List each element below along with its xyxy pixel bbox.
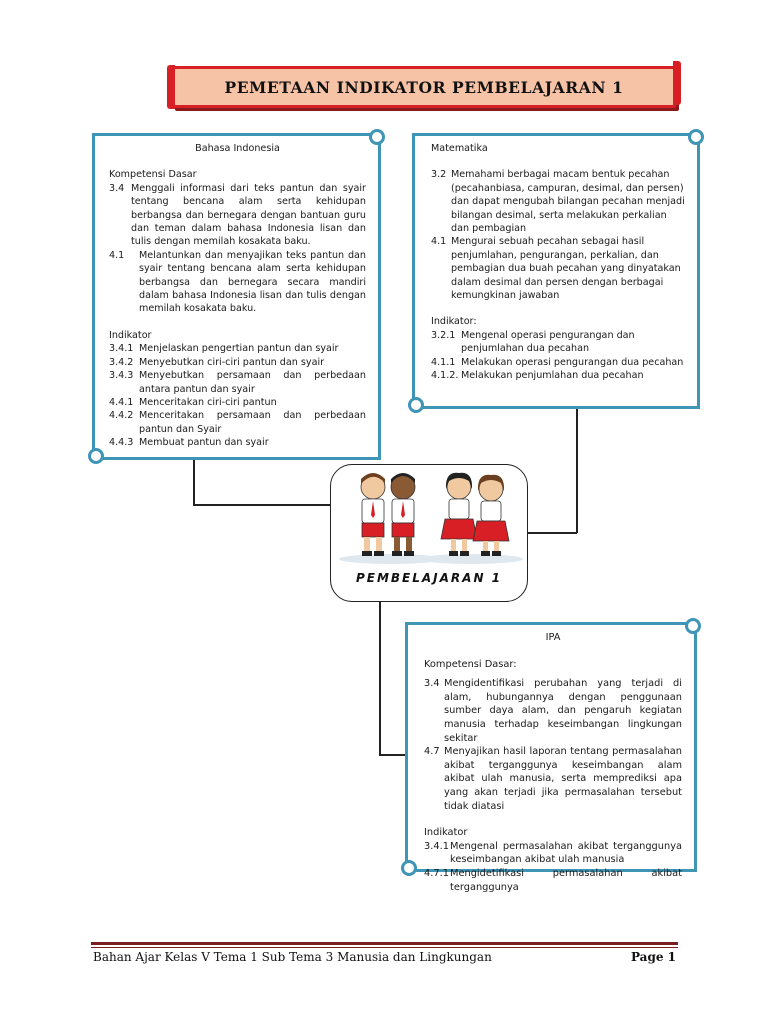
matematika-box	[412, 133, 700, 409]
indikator-text: Menyebutkan persamaan dan perbedaan antara pantun dan syair	[139, 370, 366, 395]
indikator-item	[109, 369, 366, 396]
kd-text: Mengurai sebuah pecahan sebagai hasil penjumlahan, pengurangan, perkalian, dan pembagian dua buah pecahan yang dinyatakan dalam desimal dan persen dengan berbagai kemungkinan jawaban	[451, 236, 681, 302]
box-title: Bahasa Indonesia	[195, 143, 280, 154]
indikator-item	[109, 356, 366, 369]
indikator-number: 4.1.1	[431, 356, 456, 368]
indikator-item	[109, 436, 366, 449]
title-banner	[172, 66, 676, 108]
indikator-number: 3.4.1	[109, 343, 134, 355]
page-title: PEMETAAN INDIKATOR PEMBELAJARAN 1	[224, 77, 624, 97]
center-label: PEMBELAJARAN 1	[355, 571, 503, 585]
indikator-number: 3.4.3	[109, 370, 134, 382]
indikator-item	[109, 342, 366, 355]
indikator-text: Menjelaskan pengertian pantun dan syair	[139, 343, 339, 355]
indikator-number: 3.4.1	[424, 840, 449, 852]
kd-number: 4.1	[109, 249, 125, 261]
footer-rule	[91, 947, 678, 948]
ipa-box	[405, 622, 697, 893]
students-illustration	[331, 465, 527, 569]
kd-number: 4.1	[431, 236, 447, 248]
indikator-number: 4.4.2	[109, 410, 134, 422]
indikator-item	[431, 329, 685, 356]
indikator-item	[109, 409, 366, 436]
connector-line	[576, 409, 578, 533]
connector-line	[379, 600, 381, 755]
indikator-text: Menceritakan ciri-ciri pantun	[139, 396, 277, 408]
indikator-text: Menceritakan persamaan dan perbedaan pantun dan Syair	[139, 410, 366, 435]
box-title: Matematika	[431, 143, 488, 154]
indikator-item	[431, 356, 685, 369]
indikator-item	[424, 840, 682, 867]
connector-line	[526, 532, 577, 534]
kd-item	[424, 677, 682, 745]
kd-number: 3.4	[109, 182, 125, 194]
indikator-text: Mengenal permasalahan akibat terganggunya keseimbangan akibat ulah manusia	[450, 840, 682, 866]
indikator-number: 3.4.2	[109, 356, 134, 368]
page-number: Page 1	[630, 950, 676, 964]
footer-text: Bahan Ajar Kelas V Tema 1 Sub Tema 3 Manusia dan Lingkungan	[93, 950, 492, 964]
indikator-text: Menyebutkan ciri-ciri pantun dan syair	[139, 356, 325, 368]
indikator-number: 3.2.1	[431, 329, 456, 341]
indikator-text: Melakukan operasi pengurangan dua pecahan	[461, 356, 684, 368]
kd-item	[424, 745, 682, 813]
kd-number: 3.2	[431, 169, 447, 181]
connector-line	[193, 460, 195, 505]
indikator-heading: Indikator:	[431, 316, 477, 328]
kd-text: Menyajikan hasil laporan tentang permasalahan akibat terganggunya keseimbangan alam akibat ulah manusia, serta memprediksi apa yang akan terjadi jika permasalahan tersebut tidak diatasi	[444, 746, 682, 812]
indikator-item	[109, 396, 366, 409]
indikator-text: Membuat pantun dan syair	[139, 437, 269, 449]
box-title: IPA	[545, 632, 561, 643]
indikator-item	[424, 867, 682, 894]
bahasa-indonesia-box	[92, 133, 381, 460]
indikator-number: 4.4.1	[109, 396, 134, 408]
indikator-item	[431, 369, 685, 382]
footer-rule	[91, 942, 678, 945]
indikator-text: Melakukan penjumlahan dua pecahan	[461, 370, 644, 382]
indikator-number: 4.7.1	[424, 867, 449, 879]
kd-text: Melantunkan dan menyajikan teks pantun dan syair tentang bencana alam serta kehidupan berbangsa dan bernegara secara mandiri dalam bahasa Indonesia lisan dan tulis dengan memilah kosakata baku.	[139, 249, 366, 315]
kd-number: 4.7	[424, 746, 440, 758]
indikator-number: 4.4.3	[109, 437, 134, 449]
indikator-heading: Indikator	[424, 827, 468, 839]
kd-item	[109, 249, 366, 316]
connector-line	[193, 504, 331, 506]
kd-text: Mengidentifikasi perubahan yang terjadi di alam, hubungannya dengan penggunaan sumber daya alam, dan pengaruh kegiatan manusia terhadap keseimbangan lingkungan sekitar	[444, 678, 682, 744]
indikator-heading: Indikator	[109, 329, 152, 341]
kd-text: Menggali informasi dari teks pantun dan syair tentang bencana alam serta kehidupan berbangsa dan bernegara dengan bantuan guru dan teman dalam bahasa Indonesia lisan dan tulis dengan memilah kosakata baku.	[131, 182, 366, 248]
kd-heading: Kompetensi Dasar:	[424, 658, 517, 670]
indikator-text: Mengenal operasi pengurangan dan penjumlahan dua pecahan	[461, 329, 635, 355]
kd-item	[109, 182, 366, 249]
kd-heading: Kompetensi Dasar	[109, 169, 197, 181]
kd-item	[431, 235, 685, 302]
indikator-text: Mengidetifikasi permasalahan akibat terganggunya	[450, 867, 682, 893]
kd-text: Memahami berbagai macam bentuk pecahan (pecahanbiasa, campuran, desimal, dan persen) dan dapat mengubah bilangan pecahan menjadi bilangan desimal, serta melakukan perkalian dan pembagian	[451, 169, 685, 235]
connector-line	[379, 754, 407, 756]
kd-number: 3.4	[424, 678, 440, 690]
kd-item	[431, 168, 685, 235]
center-illustration	[330, 464, 528, 602]
indikator-number: 4.1.2.	[431, 370, 459, 382]
